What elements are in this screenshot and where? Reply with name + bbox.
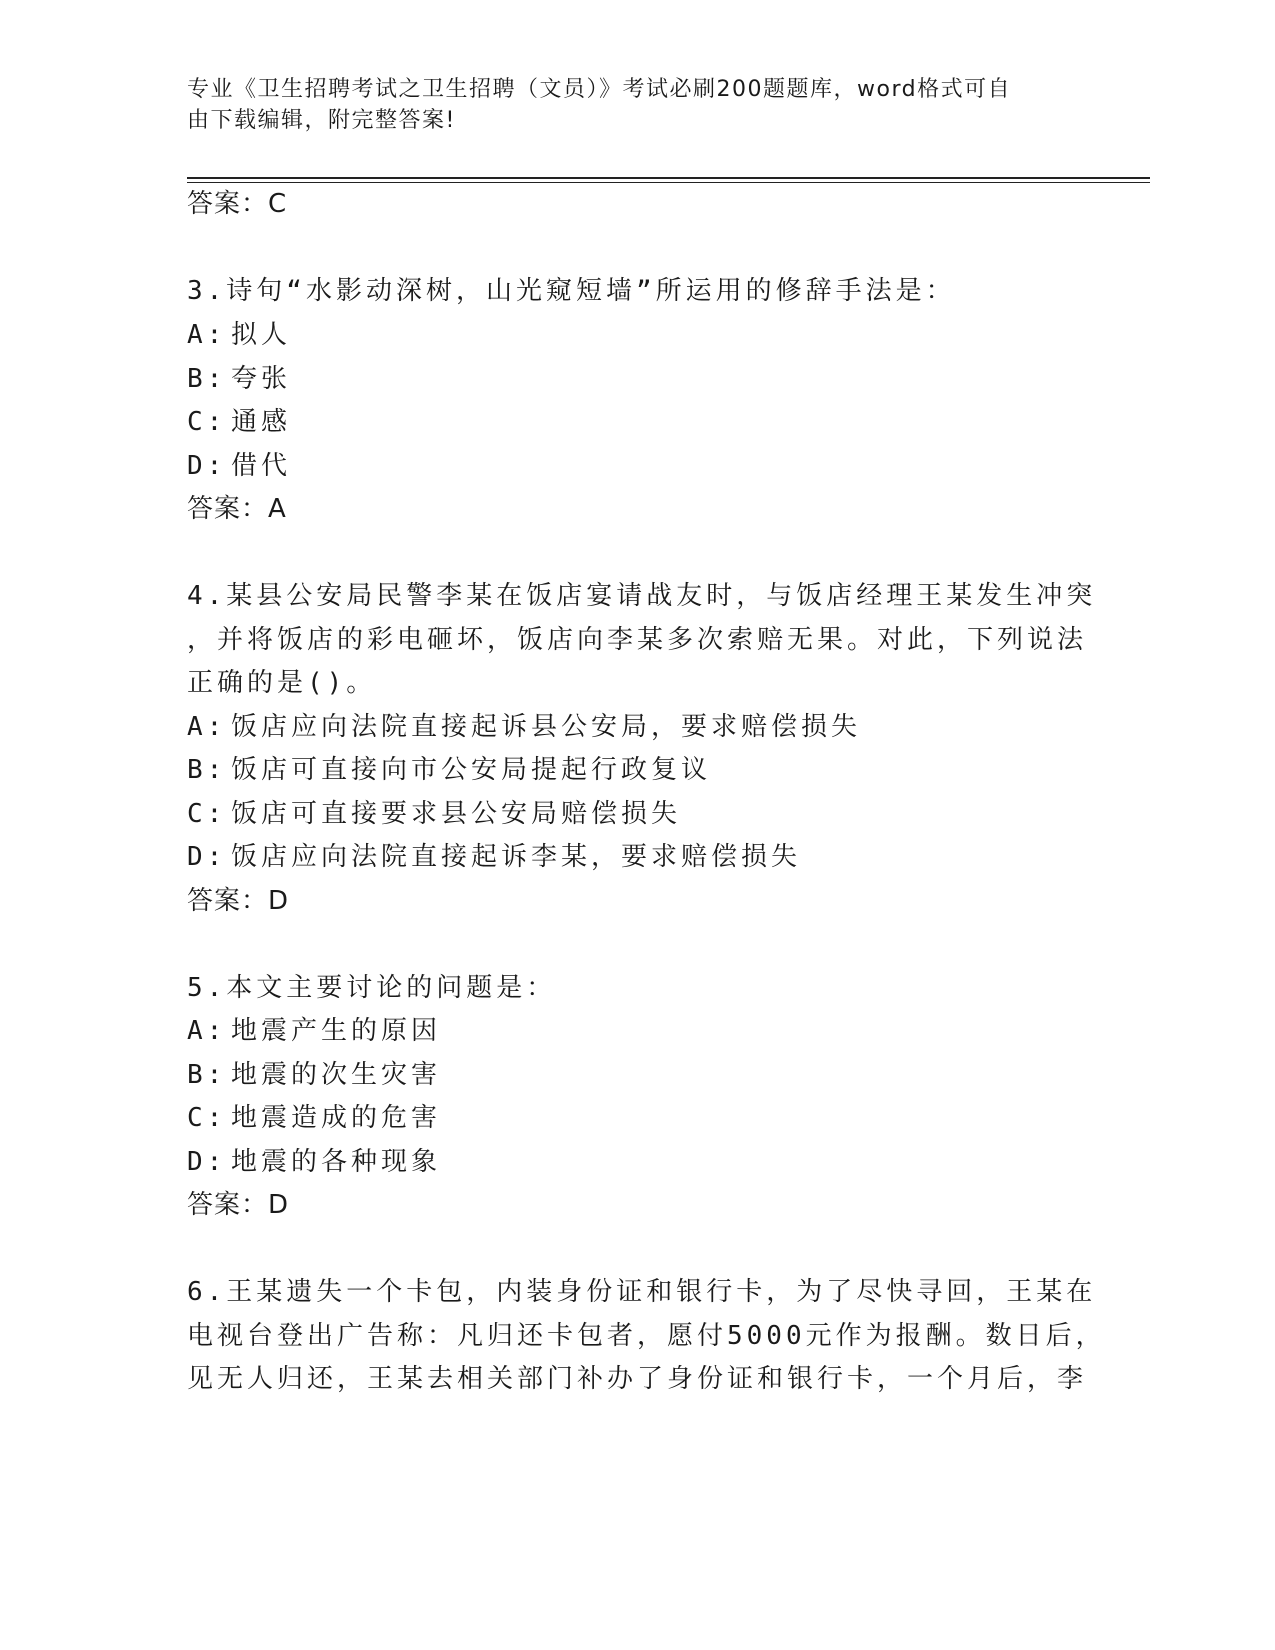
question-4-answer: 答案：D	[187, 886, 290, 916]
header-line-2: 由下载编辑，附完整答案!	[187, 108, 456, 133]
option-text: 拟人	[231, 320, 292, 350]
option-text: 饭店可直接要求县公安局赔偿损失	[231, 799, 682, 829]
question-5-option-c	[187, 1103, 441, 1133]
question-3-option-d	[187, 451, 291, 481]
option-key: B:	[187, 364, 227, 394]
question-3-option-b	[187, 364, 291, 394]
question-3-option-a	[187, 320, 291, 350]
option-key: D:	[187, 1147, 227, 1177]
option-text: 地震造成的危害	[231, 1103, 442, 1133]
question-3-stem: 3.诗句“水影动深树，山光窥短墙”所运用的修辞手法是：	[187, 276, 956, 306]
option-key: C:	[187, 799, 227, 829]
question-4-option-d	[187, 842, 801, 872]
option-key: A:	[187, 712, 227, 742]
question-4-stem-line-3: 正确的是()。	[187, 668, 377, 698]
option-key: D:	[187, 842, 227, 872]
option-key: B:	[187, 755, 227, 785]
option-text: 饭店可直接向市公安局提起行政复议	[231, 755, 712, 785]
option-text: 饭店应向法院直接起诉县公安局，要求赔偿损失	[231, 712, 862, 742]
question-5-option-a	[187, 1016, 441, 1046]
question-6-stem-line-1: 6.王某遗失一个卡包，内装身份证和银行卡，为了尽快寻回，王某在	[187, 1277, 1097, 1307]
option-text: 借代	[231, 451, 292, 481]
header-divider	[187, 177, 1150, 179]
question-5-option-b	[187, 1060, 441, 1090]
header-line-1: 专业《卫生招聘考试之卫生招聘（文员）》考试必刷200题题库，word格式可自	[187, 77, 1012, 102]
question-4-option-b	[187, 755, 711, 785]
header-divider-thin	[187, 182, 1150, 183]
question-3-option-c	[187, 407, 291, 437]
option-text: 地震的各种现象	[231, 1147, 442, 1177]
question-4-option-c	[187, 799, 681, 829]
option-text: 饭店应向法院直接起诉李某，要求赔偿损失	[231, 842, 802, 872]
option-key: A:	[187, 320, 227, 350]
question-6-stem-line-3: 见无人归还，王某去相关部门补办了身份证和银行卡，一个月后，李	[187, 1364, 1088, 1394]
answer-prev: 答案：C	[187, 189, 288, 219]
option-key: C:	[187, 1103, 227, 1133]
question-4-stem-line-2: ，并将饭店的彩电砸坏，饭店向李某多次索赔无果。对此，下列说法	[187, 625, 1088, 655]
document-header	[187, 74, 1067, 136]
option-text: 地震的次生灾害	[231, 1060, 442, 1090]
question-4-option-a	[187, 712, 861, 742]
question-3-answer: 答案：A	[187, 494, 287, 524]
option-key: A:	[187, 1016, 227, 1046]
option-key: B:	[187, 1060, 227, 1090]
question-5-option-d	[187, 1147, 441, 1177]
question-4-stem-line-1: 4.某县公安局民警李某在饭店宴请战友时，与饭店经理王某发生冲突	[187, 581, 1097, 611]
option-text: 夸张	[231, 364, 292, 394]
option-key: C:	[187, 407, 227, 437]
option-text: 地震产生的原因	[231, 1016, 442, 1046]
option-text: 通感	[231, 407, 292, 437]
question-5-answer: 答案：D	[187, 1190, 290, 1220]
question-6-stem-line-2: 电视台登出广告称：凡归还卡包者，愿付5000元作为报酬。数日后，	[187, 1321, 1106, 1351]
option-key: D:	[187, 451, 227, 481]
question-5-stem: 5.本文主要讨论的问题是：	[187, 973, 557, 1003]
